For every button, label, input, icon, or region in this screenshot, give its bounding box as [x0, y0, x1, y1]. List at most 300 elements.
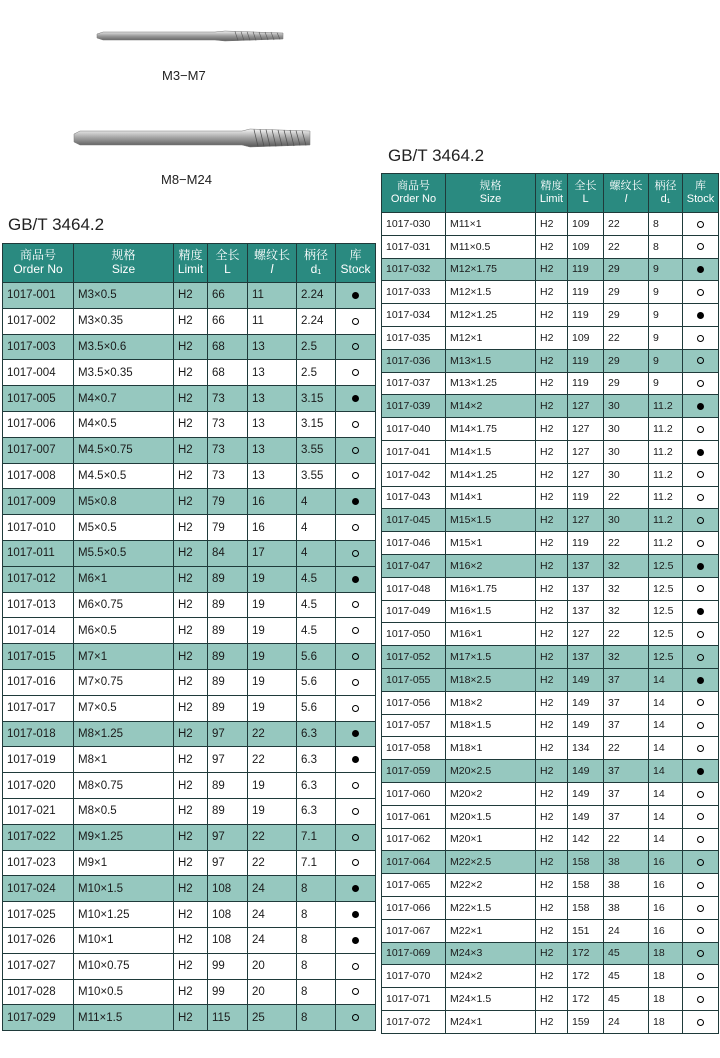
out-of-stock-circle-icon	[697, 996, 704, 1003]
stock-cell	[336, 334, 376, 360]
thread-length-cell: 22	[248, 747, 297, 773]
in-stock-dot-icon	[697, 403, 704, 410]
stock-cell	[683, 554, 719, 577]
order-no-cell: 1017-040	[382, 418, 446, 441]
table-row	[382, 600, 719, 623]
stock-cell	[683, 874, 719, 897]
size-cell: M11×0.5	[446, 235, 536, 258]
order-no-cell: 1017-034	[382, 304, 446, 327]
thread-length-cell: 30	[604, 418, 649, 441]
length-cell: 127	[568, 395, 604, 418]
thread-length-cell: 38	[604, 874, 649, 897]
limit-cell: H2	[174, 644, 208, 670]
limit-cell: H2	[536, 235, 568, 258]
stock-cell	[683, 577, 719, 600]
table-row	[3, 824, 376, 850]
table-row	[382, 281, 719, 304]
length-cell: 97	[208, 824, 248, 850]
order-no-cell: 1017-001	[3, 283, 74, 309]
table-row	[382, 851, 719, 874]
order-no-cell: 1017-024	[3, 876, 74, 902]
out-of-stock-circle-icon	[352, 679, 359, 686]
thread-length-cell: 13	[248, 360, 297, 386]
stock-cell	[336, 1005, 376, 1031]
stock-cell	[683, 281, 719, 304]
size-cell: M8×1	[74, 747, 174, 773]
out-of-stock-circle-icon	[697, 243, 704, 250]
table-row	[3, 308, 376, 334]
table-row	[382, 304, 719, 327]
order-no-cell: 1017-005	[3, 386, 74, 412]
size-cell: M22×1	[446, 919, 536, 942]
stock-cell	[336, 592, 376, 618]
col-header-order: 商品号 Order No	[382, 174, 446, 213]
length-cell: 73	[208, 386, 248, 412]
stock-cell	[683, 828, 719, 851]
length-cell: 109	[568, 326, 604, 349]
order-no-cell: 1017-048	[382, 577, 446, 600]
stock-cell	[683, 668, 719, 691]
stock-cell	[336, 283, 376, 309]
length-cell: 115	[208, 1005, 248, 1031]
stock-cell	[683, 486, 719, 509]
order-no-cell: 1017-015	[3, 644, 74, 670]
table-row	[382, 668, 719, 691]
size-cell: M15×1	[446, 532, 536, 555]
order-no-cell: 1017-009	[3, 489, 74, 515]
stock-cell	[336, 618, 376, 644]
out-of-stock-circle-icon	[352, 447, 359, 454]
order-no-cell: 1017-056	[382, 691, 446, 714]
out-of-stock-circle-icon	[352, 653, 359, 660]
size-cell: M10×1.25	[74, 902, 174, 928]
shank-diameter-cell: 9	[649, 372, 683, 395]
thread-length-cell: 22	[248, 824, 297, 850]
order-no-cell: 1017-037	[382, 372, 446, 395]
table-row	[3, 437, 376, 463]
size-cell: M16×1	[446, 623, 536, 646]
order-no-cell: 1017-022	[3, 824, 74, 850]
size-cell: M10×1.5	[74, 876, 174, 902]
limit-cell: H2	[536, 965, 568, 988]
in-stock-dot-icon	[352, 885, 359, 892]
length-cell: 134	[568, 737, 604, 760]
table-row	[3, 386, 376, 412]
size-cell: M16×1.75	[446, 577, 536, 600]
length-cell: 127	[568, 440, 604, 463]
size-cell: M8×1.25	[74, 721, 174, 747]
limit-cell: H2	[536, 486, 568, 509]
order-no-cell: 1017-066	[382, 896, 446, 919]
length-cell: 127	[568, 463, 604, 486]
size-cell: M18×2.5	[446, 668, 536, 691]
limit-cell: H2	[536, 714, 568, 737]
size-cell: M14×1.25	[446, 463, 536, 486]
size-cell: M13×1.25	[446, 372, 536, 395]
out-of-stock-circle-icon	[352, 808, 359, 815]
stock-cell	[683, 463, 719, 486]
size-cell: M24×1	[446, 1010, 536, 1033]
stock-cell	[336, 463, 376, 489]
length-cell: 158	[568, 851, 604, 874]
order-no-cell: 1017-041	[382, 440, 446, 463]
out-of-stock-circle-icon	[352, 705, 359, 712]
size-cell: M6×0.75	[74, 592, 174, 618]
length-cell: 89	[208, 798, 248, 824]
limit-cell: H2	[536, 440, 568, 463]
shank-diameter-cell: 14	[649, 760, 683, 783]
order-no-cell: 1017-027	[3, 953, 74, 979]
order-no-cell: 1017-045	[382, 509, 446, 532]
stock-cell	[683, 304, 719, 327]
stock-cell	[336, 386, 376, 412]
stock-cell	[336, 979, 376, 1005]
in-stock-dot-icon	[352, 730, 359, 737]
size-cell: M5×0.5	[74, 515, 174, 541]
stock-cell	[336, 566, 376, 592]
size-cell: M9×1	[74, 850, 174, 876]
out-of-stock-circle-icon	[352, 550, 359, 557]
col-header-limit: 精度 Limit	[174, 244, 208, 283]
order-no-cell: 1017-021	[3, 798, 74, 824]
thread-length-cell: 13	[248, 411, 297, 437]
out-of-stock-circle-icon	[352, 318, 359, 325]
out-of-stock-circle-icon	[352, 627, 359, 634]
stock-cell	[683, 714, 719, 737]
stock-cell	[336, 824, 376, 850]
shank-diameter-cell: 12.5	[649, 646, 683, 669]
thread-length-cell: 29	[604, 258, 649, 281]
out-of-stock-circle-icon	[352, 472, 359, 479]
order-no-cell: 1017-042	[382, 463, 446, 486]
length-cell: 119	[568, 532, 604, 555]
in-stock-dot-icon	[697, 312, 704, 319]
stock-cell	[336, 747, 376, 773]
thread-length-cell: 45	[604, 942, 649, 965]
stock-cell	[683, 258, 719, 281]
table-row	[382, 486, 719, 509]
table-row	[3, 953, 376, 979]
shank-diameter-cell: 4	[297, 540, 336, 566]
shank-diameter-cell: 8	[649, 213, 683, 236]
out-of-stock-circle-icon	[352, 963, 359, 970]
stock-cell	[683, 851, 719, 874]
shank-diameter-cell: 2.24	[297, 283, 336, 309]
size-cell: M10×0.75	[74, 953, 174, 979]
length-cell: 97	[208, 721, 248, 747]
thread-length-cell: 38	[604, 851, 649, 874]
table-row	[3, 515, 376, 541]
size-cell: M15×1.5	[446, 509, 536, 532]
stock-cell	[683, 1010, 719, 1033]
table-row	[382, 828, 719, 851]
out-of-stock-circle-icon	[352, 859, 359, 866]
table-row	[382, 418, 719, 441]
shank-diameter-cell: 7.1	[297, 850, 336, 876]
thread-length-cell: 29	[604, 349, 649, 372]
length-cell: 108	[208, 902, 248, 928]
thread-length-cell: 19	[248, 592, 297, 618]
shank-diameter-cell: 14	[649, 782, 683, 805]
col-header-stock: 库 Stock	[336, 244, 376, 283]
size-cell: M14×2	[446, 395, 536, 418]
table-row	[3, 566, 376, 592]
product-label-large: M8−M24	[161, 172, 212, 187]
order-no-cell: 1017-065	[382, 874, 446, 897]
in-stock-dot-icon	[697, 266, 704, 273]
order-no-cell: 1017-020	[3, 773, 74, 799]
limit-cell: H2	[174, 463, 208, 489]
shank-diameter-cell: 18	[649, 1010, 683, 1033]
out-of-stock-circle-icon	[352, 524, 359, 531]
length-cell: 89	[208, 695, 248, 721]
stock-cell	[683, 805, 719, 828]
table-row	[3, 334, 376, 360]
size-cell: M7×1	[74, 644, 174, 670]
out-of-stock-circle-icon	[697, 517, 704, 524]
length-cell: 172	[568, 942, 604, 965]
table-row	[382, 349, 719, 372]
thread-length-cell: 19	[248, 669, 297, 695]
shank-diameter-cell: 14	[649, 737, 683, 760]
shank-diameter-cell: 7.1	[297, 824, 336, 850]
length-cell: 68	[208, 334, 248, 360]
order-no-cell: 1017-029	[3, 1005, 74, 1031]
order-no-cell: 1017-061	[382, 805, 446, 828]
length-cell: 158	[568, 896, 604, 919]
stock-cell	[683, 372, 719, 395]
stock-cell	[336, 850, 376, 876]
order-no-cell: 1017-055	[382, 668, 446, 691]
thread-length-cell: 19	[248, 644, 297, 670]
out-of-stock-circle-icon	[697, 335, 704, 342]
out-of-stock-circle-icon	[697, 859, 704, 866]
limit-cell: H2	[174, 876, 208, 902]
table-row	[3, 360, 376, 386]
limit-cell: H2	[536, 258, 568, 281]
size-cell: M3.5×0.35	[74, 360, 174, 386]
in-stock-dot-icon	[697, 563, 704, 570]
table-row	[382, 532, 719, 555]
out-of-stock-circle-icon	[352, 421, 359, 428]
stock-cell	[683, 760, 719, 783]
out-of-stock-circle-icon	[352, 369, 359, 376]
shank-diameter-cell: 4.5	[297, 618, 336, 644]
in-stock-dot-icon	[697, 677, 704, 684]
table-row	[3, 747, 376, 773]
limit-cell: H2	[536, 372, 568, 395]
thread-length-cell: 37	[604, 691, 649, 714]
shank-diameter-cell: 5.6	[297, 695, 336, 721]
order-no-cell: 1017-002	[3, 308, 74, 334]
limit-cell: H2	[536, 828, 568, 851]
limit-cell: H2	[174, 308, 208, 334]
table-row	[382, 463, 719, 486]
size-cell: M20×2	[446, 782, 536, 805]
table-header-row	[3, 244, 376, 283]
shank-diameter-cell: 2.24	[297, 308, 336, 334]
table-row	[382, 623, 719, 646]
in-stock-dot-icon	[697, 449, 704, 456]
shank-diameter-cell: 11.2	[649, 532, 683, 555]
table-row	[3, 850, 376, 876]
length-cell: 108	[208, 876, 248, 902]
col-header-size: 规格 Size	[446, 174, 536, 213]
limit-cell: H2	[536, 1010, 568, 1033]
size-cell: M4.5×0.75	[74, 437, 174, 463]
length-cell: 137	[568, 554, 604, 577]
thread-length-cell: 13	[248, 386, 297, 412]
shank-diameter-cell: 4	[297, 515, 336, 541]
thread-length-cell: 22	[604, 486, 649, 509]
limit-cell: H2	[536, 942, 568, 965]
out-of-stock-circle-icon	[697, 494, 704, 501]
stock-cell	[683, 440, 719, 463]
stock-cell	[336, 437, 376, 463]
size-cell: M20×1.5	[446, 805, 536, 828]
order-no-cell: 1017-070	[382, 965, 446, 988]
shank-diameter-cell: 12.5	[649, 623, 683, 646]
shank-diameter-cell: 11.2	[649, 463, 683, 486]
size-cell: M20×1	[446, 828, 536, 851]
table-header-row	[382, 174, 719, 213]
thread-length-cell: 45	[604, 988, 649, 1011]
stock-cell	[683, 235, 719, 258]
size-cell: M12×1.75	[446, 258, 536, 281]
order-no-cell: 1017-067	[382, 919, 446, 942]
order-no-cell: 1017-072	[382, 1010, 446, 1033]
table-row	[382, 440, 719, 463]
order-no-cell: 1017-019	[3, 747, 74, 773]
size-cell: M20×2.5	[446, 760, 536, 783]
length-cell: 99	[208, 953, 248, 979]
col-header-length: 全长 L	[568, 174, 604, 213]
order-no-cell: 1017-047	[382, 554, 446, 577]
out-of-stock-circle-icon	[697, 289, 704, 296]
table-row	[382, 965, 719, 988]
limit-cell: H2	[536, 782, 568, 805]
limit-cell: H2	[174, 669, 208, 695]
limit-cell: H2	[536, 532, 568, 555]
out-of-stock-circle-icon	[352, 988, 359, 995]
length-cell: 149	[568, 805, 604, 828]
stock-cell	[683, 213, 719, 236]
in-stock-dot-icon	[352, 576, 359, 583]
thread-length-cell: 22	[248, 721, 297, 747]
length-cell: 108	[208, 927, 248, 953]
shank-diameter-cell: 11.2	[649, 509, 683, 532]
out-of-stock-circle-icon	[697, 540, 704, 547]
size-cell: M11×1	[446, 213, 536, 236]
size-cell: M12×1.5	[446, 281, 536, 304]
table-row	[3, 669, 376, 695]
limit-cell: H2	[536, 463, 568, 486]
length-cell: 73	[208, 437, 248, 463]
out-of-stock-circle-icon	[697, 973, 704, 980]
size-cell: M14×1.5	[446, 440, 536, 463]
in-stock-dot-icon	[697, 768, 704, 775]
table-row	[382, 577, 719, 600]
length-cell: 89	[208, 669, 248, 695]
out-of-stock-circle-icon	[697, 585, 704, 592]
size-cell: M4.5×0.5	[74, 463, 174, 489]
size-cell: M18×2	[446, 691, 536, 714]
shank-diameter-cell: 18	[649, 988, 683, 1011]
length-cell: 159	[568, 1010, 604, 1033]
size-cell: M13×1.5	[446, 349, 536, 372]
order-no-cell: 1017-039	[382, 395, 446, 418]
size-cell: M17×1.5	[446, 646, 536, 669]
stock-cell	[336, 773, 376, 799]
size-cell: M6×1	[74, 566, 174, 592]
table-row	[3, 927, 376, 953]
shank-diameter-cell: 3.55	[297, 463, 336, 489]
in-stock-dot-icon	[697, 608, 704, 615]
thread-length-cell: 17	[248, 540, 297, 566]
size-cell: M11×1.5	[74, 1005, 174, 1031]
length-cell: 158	[568, 874, 604, 897]
table-row	[3, 283, 376, 309]
shank-diameter-cell: 14	[649, 714, 683, 737]
thread-length-cell: 16	[248, 515, 297, 541]
shank-diameter-cell: 8	[297, 927, 336, 953]
out-of-stock-circle-icon	[697, 950, 704, 957]
limit-cell: H2	[536, 349, 568, 372]
size-cell: M18×1	[446, 737, 536, 760]
stock-cell	[336, 540, 376, 566]
thread-length-cell: 19	[248, 773, 297, 799]
out-of-stock-circle-icon	[697, 221, 704, 228]
tap-large-icon	[72, 127, 312, 149]
thread-length-cell: 11	[248, 283, 297, 309]
thread-length-cell: 22	[604, 326, 649, 349]
standard-title-left: GB/T 3464.2	[8, 215, 105, 234]
size-cell: M16×2	[446, 554, 536, 577]
col-header-size: 规格 Size	[74, 244, 174, 283]
shank-diameter-cell: 16	[649, 851, 683, 874]
limit-cell: H2	[536, 760, 568, 783]
stock-cell	[336, 360, 376, 386]
table-row	[382, 213, 719, 236]
order-no-cell: 1017-007	[3, 437, 74, 463]
stock-cell	[683, 942, 719, 965]
out-of-stock-circle-icon	[697, 722, 704, 729]
col-header-thread-length: 螺纹长 l	[604, 174, 649, 213]
out-of-stock-circle-icon	[697, 380, 704, 387]
table-row	[3, 618, 376, 644]
thread-length-cell: 22	[604, 532, 649, 555]
stock-cell	[683, 896, 719, 919]
limit-cell: H2	[536, 851, 568, 874]
table-row	[3, 979, 376, 1005]
shank-diameter-cell: 14	[649, 668, 683, 691]
length-cell: 66	[208, 283, 248, 309]
stock-cell	[336, 876, 376, 902]
order-no-cell: 1017-014	[3, 618, 74, 644]
limit-cell: H2	[536, 646, 568, 669]
shank-diameter-cell: 14	[649, 691, 683, 714]
stock-cell	[683, 600, 719, 623]
length-cell: 137	[568, 600, 604, 623]
thread-length-cell: 30	[604, 463, 649, 486]
order-no-cell: 1017-030	[382, 213, 446, 236]
out-of-stock-circle-icon	[697, 836, 704, 843]
stock-cell	[336, 644, 376, 670]
shank-diameter-cell: 4	[297, 489, 336, 515]
length-cell: 109	[568, 213, 604, 236]
length-cell: 89	[208, 773, 248, 799]
size-cell: M4×0.5	[74, 411, 174, 437]
